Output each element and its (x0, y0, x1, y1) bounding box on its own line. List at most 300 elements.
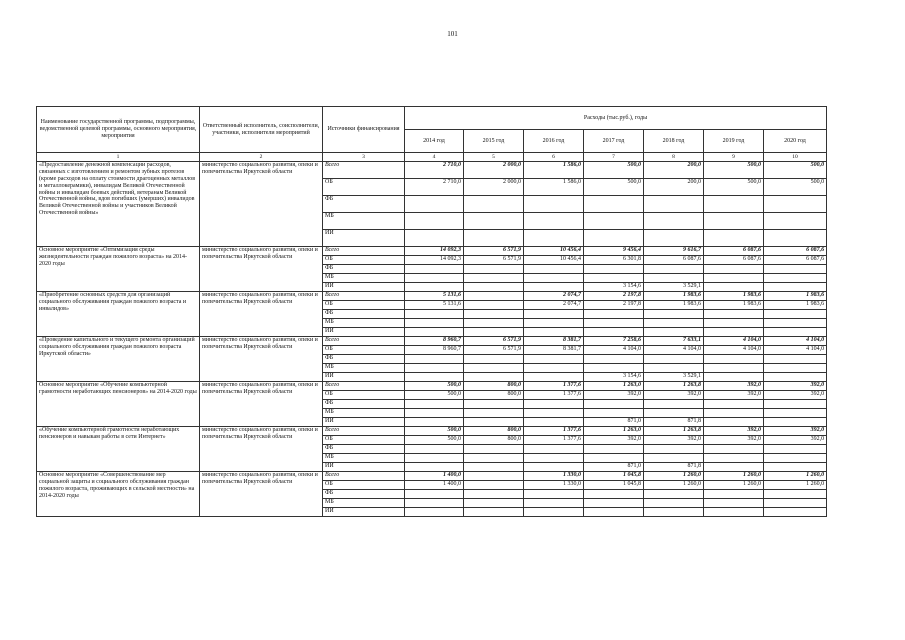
expense-value: 2 197,8 (584, 301, 644, 310)
program-name: «Проведение капитального и текущего ремонта организаций социального обслуживания граждан пожилого возраста Иркутской области» (37, 337, 200, 382)
expense-value (524, 364, 584, 373)
expense-value (584, 213, 644, 230)
expense-value (524, 499, 584, 508)
expense-value: 800,0 (464, 391, 524, 400)
expense-value (405, 310, 464, 319)
funding-source: ФБ (323, 355, 405, 364)
header-year: 2017 год (584, 130, 644, 153)
expense-value: 871,0 (584, 418, 644, 427)
expense-value (584, 274, 644, 283)
funding-source: Всего (323, 337, 405, 346)
expense-value (405, 445, 464, 454)
header-year: 2019 год (704, 130, 764, 153)
expense-value (524, 196, 584, 213)
expense-value (704, 499, 764, 508)
funding-source: ОБ (323, 346, 405, 355)
program-name: Основное мероприятие «Совершенствование мер социальной защиты и социального обслуживания граждан пожилого возраста, проживающих в сельской местности» на 2014-2020 годы (37, 472, 200, 517)
expense-value (764, 283, 827, 292)
funding-source: ФБ (323, 445, 405, 454)
expense-value (704, 355, 764, 364)
expense-value (464, 409, 524, 418)
funding-source: ОБ (323, 179, 405, 196)
expense-value (764, 463, 827, 472)
expense-value (764, 364, 827, 373)
expense-value (704, 319, 764, 328)
funding-source: МБ (323, 274, 405, 283)
expense-value (644, 213, 704, 230)
expense-value (405, 373, 464, 382)
expense-value: 6 301,8 (584, 256, 644, 265)
expense-value (764, 213, 827, 230)
expense-value: 6 087,6 (764, 256, 827, 265)
expense-value: 500,0 (584, 179, 644, 196)
expense-value (524, 490, 584, 499)
expense-value (764, 373, 827, 382)
expense-value: 7 633,1 (644, 337, 704, 346)
expense-value: 9 616,7 (644, 247, 704, 256)
table-row (37, 472, 827, 481)
expense-value: 2 000,0 (464, 162, 524, 179)
expense-value (405, 319, 464, 328)
expense-value: 2 074,7 (524, 292, 584, 301)
expense-value (405, 328, 464, 337)
expense-value: 392,0 (644, 436, 704, 445)
expense-value (584, 409, 644, 418)
expense-value (464, 274, 524, 283)
expense-value: 5 131,6 (405, 301, 464, 310)
expense-value (464, 319, 524, 328)
expense-value: 500,0 (764, 179, 827, 196)
expense-value (464, 400, 524, 409)
expense-value (704, 283, 764, 292)
expense-value (464, 454, 524, 463)
funding-source: ОБ (323, 436, 405, 445)
expense-value: 1 260,0 (644, 472, 704, 481)
column-number: 5 (464, 153, 524, 162)
expense-value (584, 310, 644, 319)
expense-value (524, 283, 584, 292)
expense-value (405, 508, 464, 517)
expense-value (464, 364, 524, 373)
expense-value (405, 196, 464, 213)
expense-value (405, 364, 464, 373)
expense-value: 1 330,0 (524, 481, 584, 490)
expense-value: 500,0 (704, 179, 764, 196)
column-number: 1 (37, 153, 200, 162)
expense-value (584, 328, 644, 337)
funding-source: МБ (323, 319, 405, 328)
expense-value: 500,0 (764, 162, 827, 179)
expense-value: 392,0 (764, 427, 827, 436)
expense-value (644, 490, 704, 499)
expense-value (405, 355, 464, 364)
column-number: 2 (200, 153, 323, 162)
expense-value (405, 265, 464, 274)
expense-value: 1 377,6 (524, 382, 584, 391)
expense-value: 4 104,0 (764, 337, 827, 346)
expense-value: 14 092,3 (405, 247, 464, 256)
funding-source: ОБ (323, 256, 405, 265)
column-number: 8 (644, 153, 704, 162)
expense-value: 10 456,4 (524, 247, 584, 256)
expense-value (584, 230, 644, 247)
funding-source: Всего (323, 292, 405, 301)
expense-value (524, 418, 584, 427)
expense-value (644, 310, 704, 319)
expense-value (764, 265, 827, 274)
expense-value (644, 445, 704, 454)
expense-value (704, 364, 764, 373)
expense-value (644, 265, 704, 274)
expense-value: 392,0 (704, 427, 764, 436)
header-year: 2016 год (524, 130, 584, 153)
expense-value: 392,0 (584, 391, 644, 400)
expense-value: 200,0 (644, 162, 704, 179)
executor-name: министерство социального развития, опеки и попечительства Иркутской области (200, 382, 323, 427)
funding-source: ОБ (323, 391, 405, 400)
expense-value (464, 418, 524, 427)
expense-value: 1 263,8 (644, 427, 704, 436)
expense-value (524, 274, 584, 283)
expense-value (764, 508, 827, 517)
funding-source: ФБ (323, 400, 405, 409)
expense-value: 1 045,8 (584, 472, 644, 481)
expense-value: 1 377,6 (524, 427, 584, 436)
funding-source: ИИ (323, 508, 405, 517)
expense-value (704, 328, 764, 337)
header-year: 2014 год (405, 130, 464, 153)
funding-source: ФБ (323, 490, 405, 499)
expense-value: 6 571,9 (464, 346, 524, 355)
expense-value (524, 409, 584, 418)
expense-value (584, 490, 644, 499)
expense-value: 7 258,6 (584, 337, 644, 346)
expense-value (764, 355, 827, 364)
expense-value: 871,8 (644, 463, 704, 472)
expense-value: 10 456,4 (524, 256, 584, 265)
expense-value (644, 508, 704, 517)
executor-name: министерство социального развития, опеки и попечительства Иркутской области (200, 162, 323, 247)
expense-value (524, 328, 584, 337)
expense-value (704, 400, 764, 409)
budget-table (36, 106, 827, 517)
expense-value (584, 454, 644, 463)
expense-value: 4 104,0 (704, 337, 764, 346)
expense-value (584, 355, 644, 364)
expense-value (764, 230, 827, 247)
executor-name: министерство социального развития, опеки и попечительства Иркутской области (200, 247, 323, 292)
expense-value: 1 983,6 (704, 301, 764, 310)
expense-value: 6 571,9 (464, 256, 524, 265)
expense-value (584, 499, 644, 508)
expense-value (704, 373, 764, 382)
expense-value: 1 260,0 (764, 472, 827, 481)
expense-value (524, 213, 584, 230)
expense-value: 800,0 (464, 427, 524, 436)
expense-value: 392,0 (644, 391, 704, 400)
expense-value: 8 960,7 (405, 337, 464, 346)
expense-value: 2 710,0 (405, 162, 464, 179)
column-number: 6 (524, 153, 584, 162)
expense-value: 4 104,0 (704, 346, 764, 355)
funding-source: ОБ (323, 301, 405, 310)
expense-value: 4 104,0 (644, 346, 704, 355)
header-program: Наименование государственной программы, подпрограммы, ведомственной целевой программы, основного мероприятия, мероприятия (37, 107, 200, 153)
funding-source: МБ (323, 213, 405, 230)
expense-value (584, 196, 644, 213)
expense-value: 6 087,6 (704, 247, 764, 256)
expense-value (644, 230, 704, 247)
expense-value: 392,0 (584, 436, 644, 445)
expense-value (704, 508, 764, 517)
expense-value (524, 400, 584, 409)
expense-value (524, 373, 584, 382)
expense-value (405, 283, 464, 292)
expense-value: 500,0 (704, 162, 764, 179)
column-number: 10 (764, 153, 827, 162)
executor-name: министерство социального развития, опеки и попечительства Иркутской области (200, 337, 323, 382)
expense-value (405, 463, 464, 472)
expense-value (644, 364, 704, 373)
expense-value: 392,0 (704, 391, 764, 400)
expense-value: 392,0 (704, 382, 764, 391)
expense-value (764, 274, 827, 283)
expense-value: 4 104,0 (764, 346, 827, 355)
expense-value (764, 328, 827, 337)
expense-value (644, 409, 704, 418)
expense-value: 1 400,0 (405, 481, 464, 490)
expense-value (405, 454, 464, 463)
expense-value (405, 490, 464, 499)
expense-value (704, 490, 764, 499)
header-year: 2020 год (764, 130, 827, 153)
expense-value (464, 472, 524, 481)
header-sources: Источники финансирования (323, 107, 405, 153)
expense-value: 500,0 (405, 391, 464, 400)
funding-source: ИИ (323, 328, 405, 337)
expense-value: 500,0 (405, 427, 464, 436)
funding-source: ИИ (323, 283, 405, 292)
header-year: 2015 год (464, 130, 524, 153)
expense-value: 8 960,7 (405, 346, 464, 355)
expense-value (405, 213, 464, 230)
funding-source: Всего (323, 247, 405, 256)
expense-value (524, 355, 584, 364)
expense-value (764, 319, 827, 328)
expense-value: 1 983,6 (644, 292, 704, 301)
expense-value (464, 355, 524, 364)
column-number: 9 (704, 153, 764, 162)
expense-value: 1 983,6 (704, 292, 764, 301)
expense-value (764, 490, 827, 499)
expense-value: 6 571,9 (464, 337, 524, 346)
expense-value: 1 586,0 (524, 162, 584, 179)
expense-value (405, 499, 464, 508)
expense-value (704, 454, 764, 463)
header-year: 2018 год (644, 130, 704, 153)
expense-value (464, 373, 524, 382)
expense-value (405, 409, 464, 418)
expense-value: 6 087,6 (644, 256, 704, 265)
expense-value: 3 529,1 (644, 283, 704, 292)
expense-value (405, 418, 464, 427)
expense-value: 1 983,6 (644, 301, 704, 310)
expense-value (524, 310, 584, 319)
expense-value (764, 409, 827, 418)
funding-source: МБ (323, 454, 405, 463)
expense-value (764, 310, 827, 319)
funding-source: ИИ (323, 373, 405, 382)
table-row (37, 162, 827, 179)
expense-value: 500,0 (584, 162, 644, 179)
expense-value: 3 154,6 (584, 283, 644, 292)
expense-value: 1 263,0 (584, 382, 644, 391)
expense-value (764, 400, 827, 409)
expense-value (704, 418, 764, 427)
expense-value (405, 274, 464, 283)
funding-source: Всего (323, 472, 405, 481)
expense-value: 6 571,9 (464, 247, 524, 256)
expense-value (524, 463, 584, 472)
expense-value (524, 319, 584, 328)
expense-value: 1 586,0 (524, 179, 584, 196)
program-name: «Приобретение основных средств для организаций социального обслуживания граждан пожилого возраста и инвалидов» (37, 292, 200, 337)
expense-value (524, 454, 584, 463)
header-executor: Ответственный исполнитель, соисполнители, участники, исполнители мероприятий (200, 107, 323, 153)
page-number: 101 (447, 30, 458, 38)
expense-value (464, 283, 524, 292)
expense-value: 392,0 (764, 436, 827, 445)
program-name: Основное мероприятие «Обучение компьютерной грамотности неработающих пенсионеров» на 2014-2020 годы (37, 382, 200, 427)
expense-value: 2 074,7 (524, 301, 584, 310)
expense-value (464, 213, 524, 230)
funding-source: ФБ (323, 265, 405, 274)
expense-value: 1 260,0 (764, 481, 827, 490)
funding-source: ИИ (323, 463, 405, 472)
expense-value (464, 499, 524, 508)
expense-value (584, 400, 644, 409)
expense-value (464, 463, 524, 472)
expense-value: 8 381,7 (524, 337, 584, 346)
expense-value: 200,0 (644, 179, 704, 196)
column-number: 3 (323, 153, 405, 162)
expense-value (644, 355, 704, 364)
expense-value: 1 260,0 (704, 472, 764, 481)
expense-value: 2 197,8 (584, 292, 644, 301)
expense-value (764, 418, 827, 427)
expense-value (584, 319, 644, 328)
funding-source: Всего (323, 427, 405, 436)
program-name: «Предоставление денежной компенсации расходов, связанных с изготовлением и ремонтом зубных протезов (кроме расходов на оплату стоимости драгоценных металлов и металлокерамики), инвалидам Великой Отечественной войны и инвалидам боевых действий, ветеранам Великой Отечественной войны, вдов погибших (умерших) инвалидов Великой Отечественной войны и участников Великой Отечественной войны» (37, 162, 200, 247)
column-number: 7 (584, 153, 644, 162)
expense-value (464, 445, 524, 454)
expense-value (644, 196, 704, 213)
expense-value (644, 400, 704, 409)
expense-value (584, 265, 644, 274)
expense-value: 14 092,3 (405, 256, 464, 265)
funding-source: ОБ (323, 481, 405, 490)
expense-value (524, 445, 584, 454)
expense-value (405, 400, 464, 409)
expense-value: 6 087,6 (704, 256, 764, 265)
expense-value (644, 319, 704, 328)
expense-value (704, 463, 764, 472)
expense-value (644, 499, 704, 508)
expense-value: 4 104,0 (584, 346, 644, 355)
expense-value (524, 508, 584, 517)
expense-value: 392,0 (764, 382, 827, 391)
expense-value: 800,0 (464, 436, 524, 445)
expense-value: 2 710,0 (405, 179, 464, 196)
expense-value: 1 263,0 (584, 427, 644, 436)
table-row (37, 292, 827, 301)
expense-value (764, 196, 827, 213)
expense-value (764, 499, 827, 508)
expense-value: 392,0 (704, 436, 764, 445)
expense-value: 1 260,0 (704, 481, 764, 490)
program-name: «Обучение компьютерной грамотности неработающих пенсионеров и навыкам работы в сети Интернет» (37, 427, 200, 472)
expense-value: 800,0 (464, 382, 524, 391)
expense-value: 1 377,6 (524, 391, 584, 400)
table-row (37, 337, 827, 346)
column-number: 4 (405, 153, 464, 162)
table-row (37, 427, 827, 436)
expense-value (764, 445, 827, 454)
expense-value (464, 196, 524, 213)
funding-source: ФБ (323, 196, 405, 213)
expense-value (704, 265, 764, 274)
funding-source: Всего (323, 382, 405, 391)
expense-value (464, 328, 524, 337)
expense-value (464, 490, 524, 499)
expense-value: 5 131,6 (405, 292, 464, 301)
expense-value: 8 381,7 (524, 346, 584, 355)
expense-value (704, 310, 764, 319)
executor-name: министерство социального развития, опеки и попечительства Иркутской области (200, 292, 323, 337)
expense-value (644, 274, 704, 283)
funding-source: МБ (323, 499, 405, 508)
expense-value (704, 213, 764, 230)
funding-source: ИИ (323, 230, 405, 247)
expense-value: 3 529,1 (644, 373, 704, 382)
table-row (37, 382, 827, 391)
expense-value: 1 983,6 (764, 301, 827, 310)
expense-value (464, 301, 524, 310)
expense-value (405, 230, 464, 247)
expense-value: 500,0 (405, 382, 464, 391)
expense-value (584, 445, 644, 454)
expense-value: 392,0 (764, 391, 827, 400)
expense-value (464, 230, 524, 247)
expense-value: 1 260,0 (644, 481, 704, 490)
expense-value (464, 292, 524, 301)
expense-value: 1 330,0 (524, 472, 584, 481)
executor-name: министерство социального развития, опеки и попечительства Иркутской области (200, 427, 323, 472)
expense-value (584, 508, 644, 517)
expense-value (764, 454, 827, 463)
expense-value: 1 377,6 (524, 436, 584, 445)
expense-value: 6 087,6 (764, 247, 827, 256)
expense-value (584, 364, 644, 373)
program-name: Основное мероприятие «Оптимизация среды жизнедеятельности граждан пожилого возраста» на 2014-2020 годы (37, 247, 200, 292)
header-expenses: Расходы (тыс.руб.), годы (405, 107, 827, 130)
expense-value: 1 263,8 (644, 382, 704, 391)
expense-value: 2 000,0 (464, 179, 524, 196)
expense-value: 1 983,6 (764, 292, 827, 301)
expense-value: 1 045,8 (584, 481, 644, 490)
funding-source: Всего (323, 162, 405, 179)
expense-value (704, 445, 764, 454)
